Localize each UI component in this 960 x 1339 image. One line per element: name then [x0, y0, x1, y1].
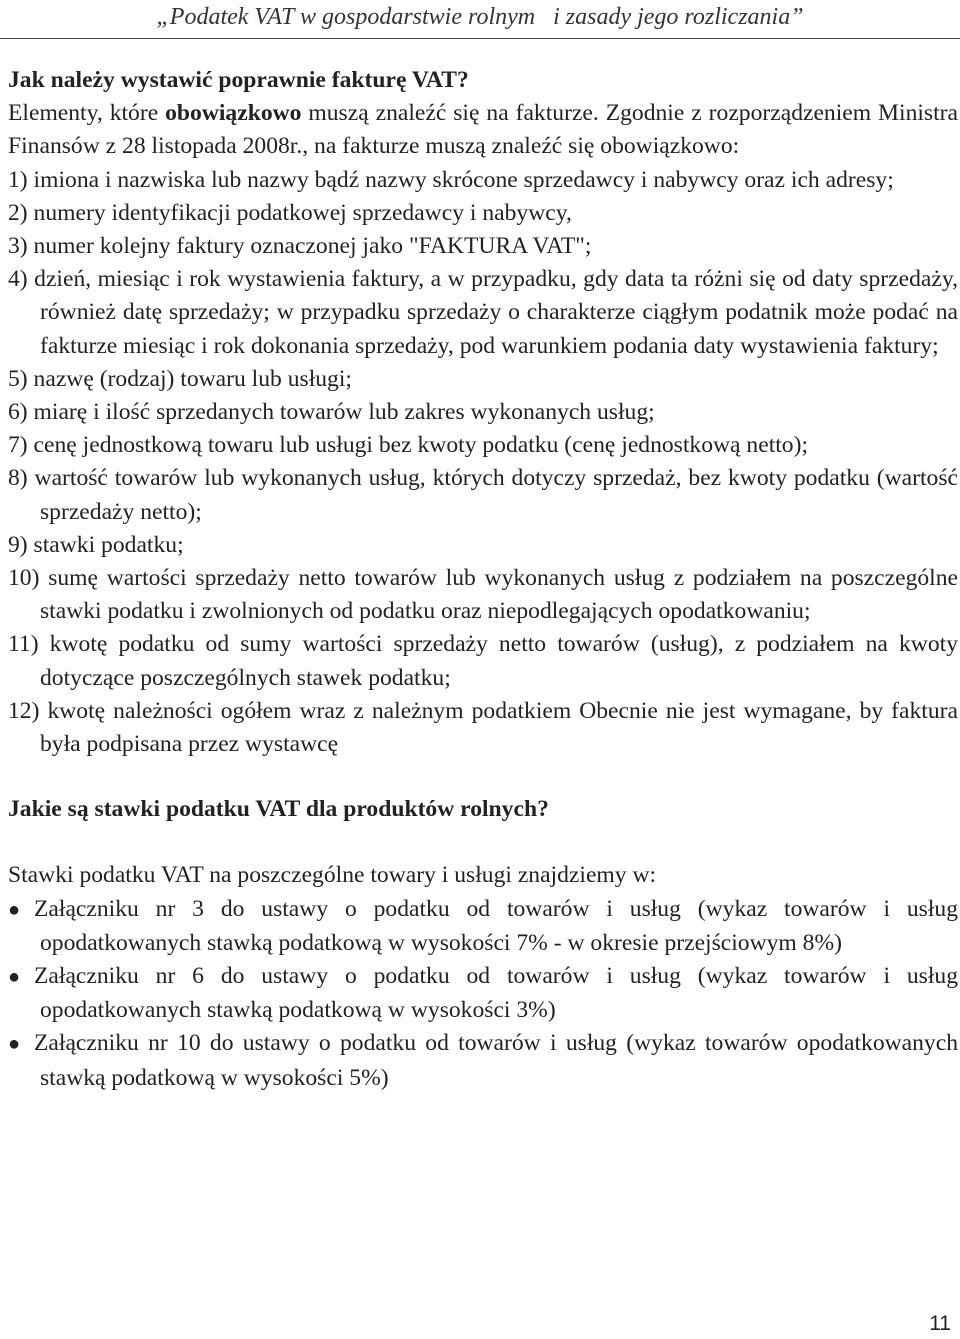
list-item: [8, 695, 958, 761]
item-text: cenę jednostkową towaru lub usługi bez kwoty podatku (cenę jednostkową netto);: [27, 432, 809, 459]
item-text: dzień, miesiąc i rok wystawienia faktury, a w przypadku, gdy data ta różni się od daty sprzedaży, również datę sprzedaży; w przypadku sprzedaży o charakterze ciągłym podatnik może podać na fakturze miesiąc i rok dokonania sprzedaży, pod warunkiem podania daty wystawienia faktury;: [27, 266, 958, 359]
item-number: 10): [8, 565, 40, 592]
intro-text-1: Elementy, które: [8, 100, 166, 127]
intro-paragraph: [8, 97, 958, 163]
spacer: [8, 826, 958, 859]
item-number: 4): [8, 266, 28, 293]
page-number: 11: [929, 1312, 951, 1335]
header-divider: [0, 38, 960, 39]
intro-bold: obowiązkowo: [165, 100, 302, 127]
item-number: 11): [8, 631, 39, 658]
list-item: [8, 263, 958, 363]
item-number: 8): [8, 465, 28, 492]
item-number: 9): [8, 531, 28, 558]
item-text: numery identyfikacji podatkowej sprzedawcy i nabywcy,: [27, 199, 572, 226]
bullet-text: Załączniku nr 3 do ustawy o podatku od towarów i usług (wykaz towarów i usług opodatkowanych stawką podatkową w wysokości 7% - w okresie przejściowym 8%): [34, 895, 958, 956]
item-text: nazwę (rodzaj) towaru lub usługi;: [27, 365, 352, 392]
item-number: 7): [8, 432, 28, 459]
bullet-item: [8, 893, 958, 960]
section-heading-rates: Jakie są stawki podatku VAT dla produktów rolnych?: [8, 796, 549, 823]
list-item: [8, 230, 958, 263]
item-text: kwotę należności ogółem wraz z należnym podatkiem Obecnie nie jest wymagane, by faktura była podpisana przez wystawcę: [39, 697, 958, 758]
item-number: 3): [8, 233, 28, 260]
bullet-item: [8, 1027, 958, 1094]
bullet-text: Załączniku nr 10 do ustawy o podatku od towarów i usług (wykaz towarów opodatkowanych stawką podatkową w wysokości 5%): [34, 1030, 958, 1091]
item-number: 1): [8, 166, 28, 193]
list-item: [8, 363, 958, 396]
section-heading-invoice: Jak należy wystawić poprawnie fakturę VAT?: [8, 67, 469, 93]
rates-intro: Stawki podatku VAT na poszczególne towary i usługi znajdziemy w:: [8, 862, 657, 889]
running-header: „Podatek VAT w gospodarstwie rolnym i zasady jego rozliczania”: [156, 4, 804, 30]
list-item: [8, 462, 958, 528]
list-item: [8, 562, 958, 628]
list-item: [8, 429, 958, 462]
item-number: 6): [8, 399, 28, 426]
spacer: [8, 761, 958, 793]
list-item: [8, 529, 958, 562]
list-item: [8, 628, 958, 694]
page-content: [8, 64, 958, 1095]
list-item: [8, 197, 958, 230]
intro-text-2: muszą znaleźć się na fakturze. Zgodnie z rozporządzeniem Ministra Finansów z 28 listopada 2008r., na fakturze muszą znaleźć się obowiązkowo:: [8, 100, 958, 160]
item-number: 12): [8, 697, 40, 724]
bullet-icon: ●: [8, 966, 21, 989]
item-text: kwotę podatku od sumy wartości sprzedaży netto towarów (usług), z podziałem na kwoty dotyczące poszczególnych stawek podatku;: [38, 631, 958, 691]
bullet-icon: ●: [8, 1033, 21, 1056]
item-text: sumę wartości sprzedaży netto towarów lub wykonanych usług z podziałem na poszczególne stawki podatku i zwolnionych od podatku oraz niepodlegających opodatkowaniu;: [39, 565, 958, 625]
bullet-text: Załączniku nr 6 do ustawy o podatku od towarów i usług (wykaz towarów i usług opodatkowanych stawką podatkową w wysokości 3%): [34, 963, 958, 1024]
item-text: stawki podatku;: [27, 531, 184, 558]
list-item: [8, 164, 958, 197]
item-text: numer kolejny faktury oznaczonej jako "FAKTURA VAT";: [27, 233, 592, 260]
bullet-icon: ●: [8, 898, 21, 921]
bullet-item: [8, 960, 958, 1027]
list-item: [8, 396, 958, 429]
item-text: imiona i nazwiska lub nazwy bądź nazwy skrócone sprzedawcy i nabywcy oraz ich adresy;: [27, 166, 894, 193]
item-text: miarę i ilość sprzedanych towarów lub zakres wykonanych usług;: [27, 399, 655, 426]
item-text: wartość towarów lub wykonanych usług, których dotyczy sprzedaż, bez kwoty podatku (wartość sprzedaży netto);: [27, 465, 958, 525]
item-number: 5): [8, 365, 28, 392]
item-number: 2): [8, 199, 28, 226]
